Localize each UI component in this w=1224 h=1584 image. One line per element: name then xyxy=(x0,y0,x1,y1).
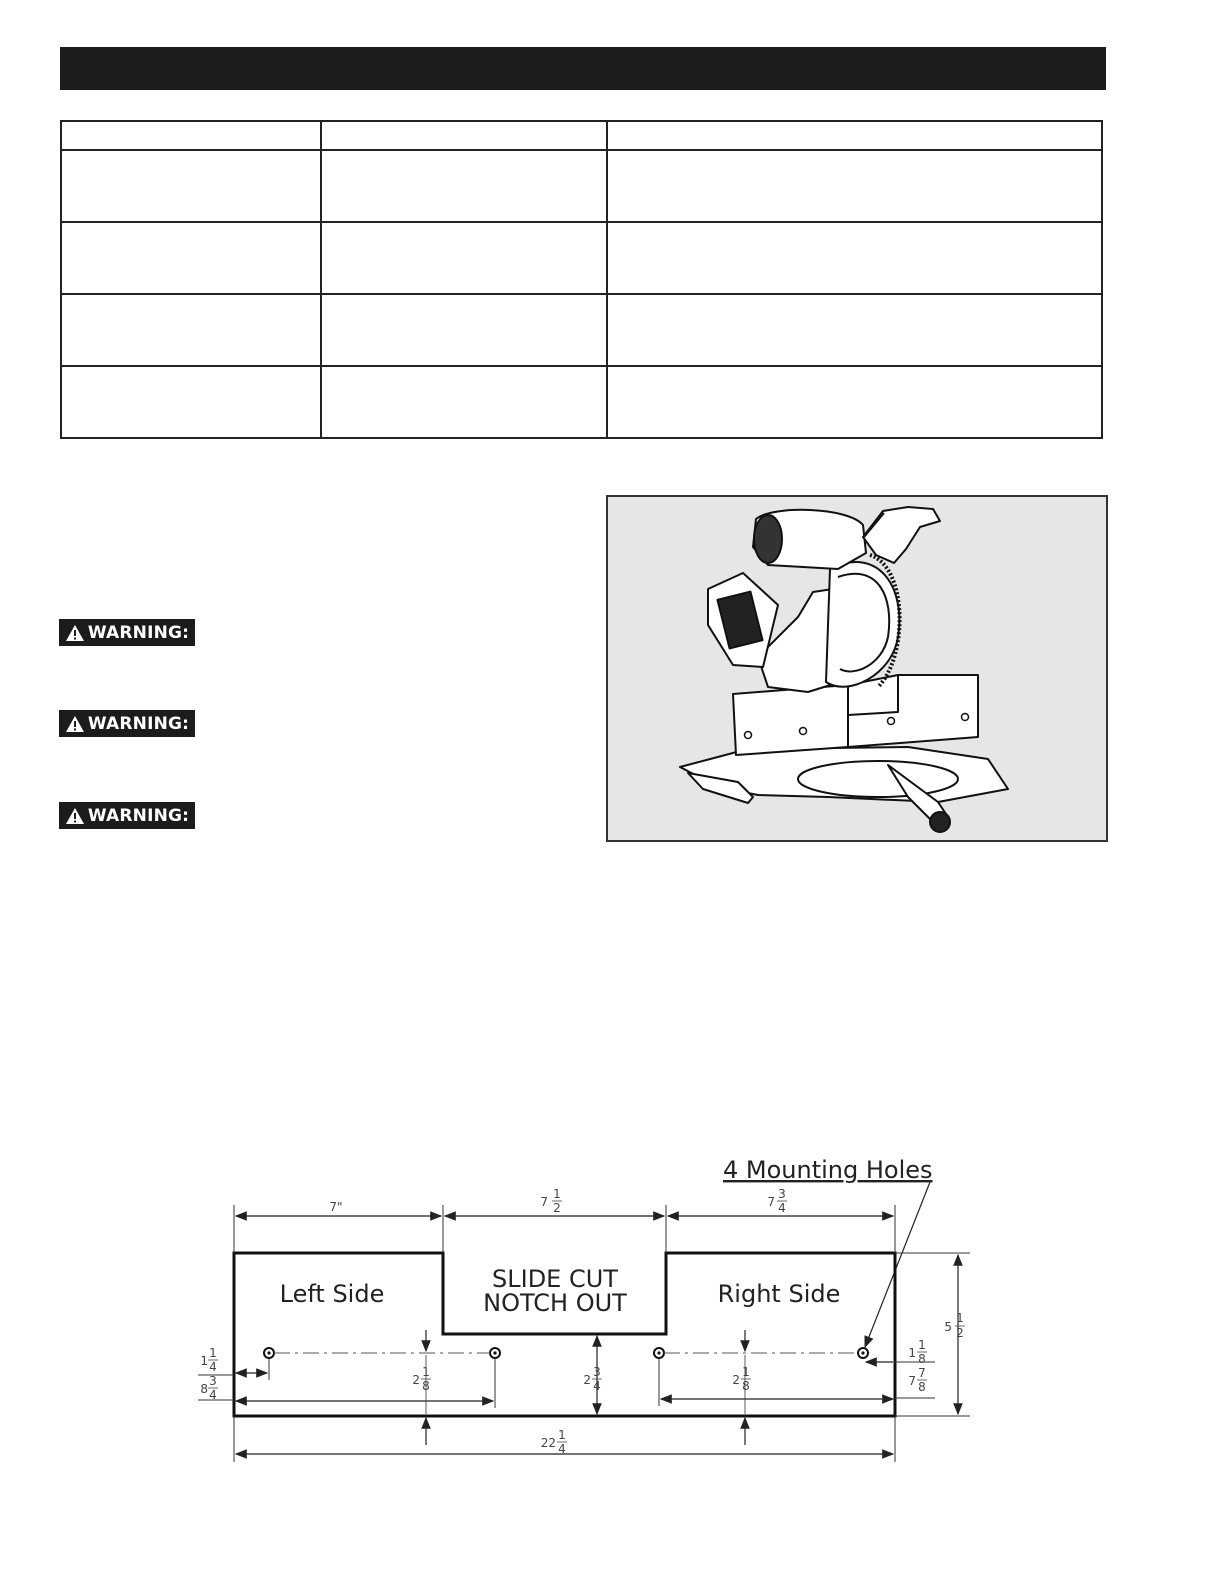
warning-badge-3 xyxy=(59,802,195,829)
table-row xyxy=(61,294,1102,366)
table-cell xyxy=(61,150,321,222)
dim-right-hole-span xyxy=(908,1366,927,1394)
svg-text:7: 7 xyxy=(918,1366,926,1380)
svg-text:5: 5 xyxy=(944,1320,952,1334)
svg-text:8: 8 xyxy=(918,1352,926,1366)
dim-hole-height-left xyxy=(412,1365,431,1393)
mounting-holes-callout: 4 Mounting Holes xyxy=(723,1156,933,1184)
table-header-row xyxy=(61,121,1102,150)
svg-text:4: 4 xyxy=(209,1388,217,1402)
dim-left-hole-offset xyxy=(200,1346,218,1374)
svg-text:7: 7 xyxy=(540,1195,548,1209)
table-cell xyxy=(321,366,607,438)
svg-text:2: 2 xyxy=(732,1373,740,1387)
svg-text:3: 3 xyxy=(778,1187,786,1201)
section-header-bar xyxy=(60,47,1106,90)
svg-text:1: 1 xyxy=(200,1354,208,1368)
right-side-label: Right Side xyxy=(717,1280,841,1308)
svg-text:8: 8 xyxy=(742,1379,750,1393)
table-cell xyxy=(321,222,607,294)
svg-text:2: 2 xyxy=(956,1326,964,1340)
table-cell xyxy=(61,294,321,366)
svg-text:1: 1 xyxy=(209,1346,217,1360)
warning-label: WARNING: xyxy=(87,622,190,643)
dim-notch-depth xyxy=(583,1365,602,1393)
notch-label-line2: NOTCH OUT xyxy=(483,1289,627,1317)
svg-text:2: 2 xyxy=(583,1373,591,1387)
svg-text:8: 8 xyxy=(422,1379,430,1393)
svg-text:1: 1 xyxy=(553,1187,561,1201)
svg-text:7: 7 xyxy=(908,1374,916,1388)
dim-hole-height-right xyxy=(732,1365,751,1393)
warning-triangle-icon xyxy=(65,715,85,733)
svg-text:1: 1 xyxy=(918,1338,926,1352)
svg-text:1: 1 xyxy=(956,1311,964,1325)
sub-fence-dimension-diagram xyxy=(190,1150,970,1470)
warning-label: WARNING: xyxy=(87,805,190,826)
left-side-label: Left Side xyxy=(279,1280,385,1308)
dim-top-left: 7" xyxy=(329,1200,343,1214)
table-row xyxy=(61,366,1102,438)
svg-text:3: 3 xyxy=(593,1365,601,1379)
table-cell xyxy=(61,121,321,150)
spec-table xyxy=(60,120,1103,439)
miter-saw-figure xyxy=(606,495,1108,842)
table-cell xyxy=(607,150,1102,222)
table-cell xyxy=(607,121,1102,150)
table-cell xyxy=(61,222,321,294)
svg-text:1: 1 xyxy=(908,1346,916,1360)
svg-text:8: 8 xyxy=(918,1380,926,1394)
warning-triangle-icon xyxy=(65,624,85,642)
svg-text:2: 2 xyxy=(553,1201,561,1215)
dimension-drawing xyxy=(190,1150,970,1470)
svg-text:1: 1 xyxy=(742,1365,750,1379)
dim-height xyxy=(944,1311,965,1340)
table-row xyxy=(61,222,1102,294)
warning-label: WARNING: xyxy=(87,713,190,734)
svg-text:4: 4 xyxy=(209,1360,217,1374)
warning-badge-2 xyxy=(59,710,195,737)
table-cell xyxy=(321,121,607,150)
table-cell xyxy=(607,294,1102,366)
dim-top-right xyxy=(767,1187,787,1215)
svg-text:1: 1 xyxy=(558,1428,566,1442)
notch-label-line1: SLIDE CUT xyxy=(492,1265,618,1293)
svg-text:22: 22 xyxy=(540,1436,556,1450)
table-cell xyxy=(61,366,321,438)
table-cell xyxy=(607,222,1102,294)
table-cell xyxy=(321,150,607,222)
svg-text:3: 3 xyxy=(209,1374,217,1388)
dim-top-mid xyxy=(540,1187,562,1215)
table-cell xyxy=(321,294,607,366)
svg-text:2: 2 xyxy=(412,1373,420,1387)
dim-left-hole-span xyxy=(200,1374,218,1402)
svg-text:8: 8 xyxy=(200,1382,208,1396)
svg-text:1: 1 xyxy=(422,1365,430,1379)
table-row xyxy=(61,150,1102,222)
svg-text:4: 4 xyxy=(593,1379,601,1393)
miter-saw-illustration xyxy=(608,497,1106,840)
warning-badge-1 xyxy=(59,619,195,646)
svg-text:4: 4 xyxy=(558,1442,566,1456)
warning-triangle-icon xyxy=(65,807,85,825)
table-cell xyxy=(607,366,1102,438)
svg-text:4: 4 xyxy=(778,1201,786,1215)
dim-total-length xyxy=(541,1428,567,1456)
svg-text:7: 7 xyxy=(767,1195,775,1209)
